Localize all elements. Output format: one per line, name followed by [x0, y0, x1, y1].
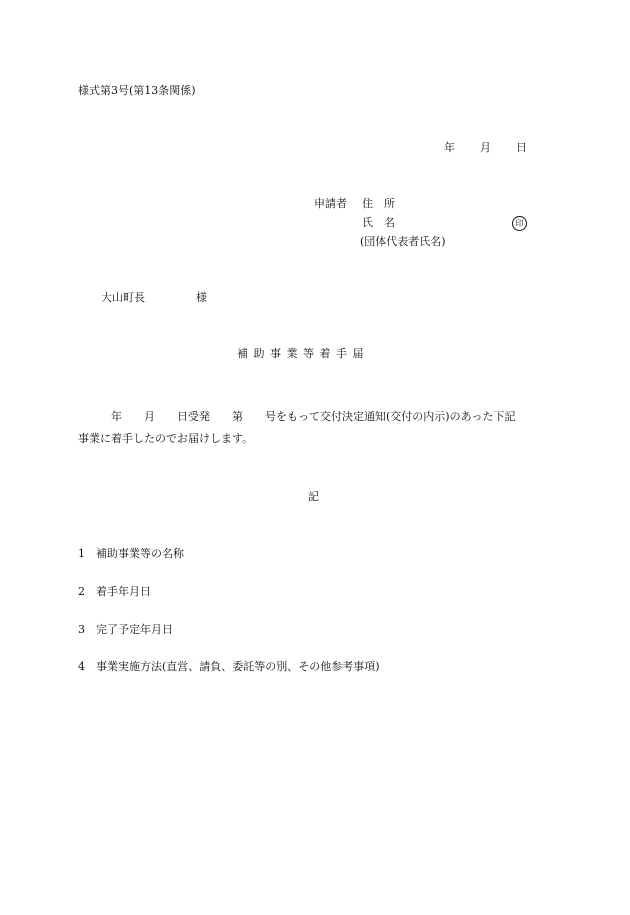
document-title: 補 助 事 業 等 着 手 届 [237, 347, 365, 360]
item-4-text: 事業実施方法(直営、請負、委託等の別、その他参考事項) [96, 660, 380, 673]
body-line-1: 年 月 日受発 第 号をもって交付決定通知(交付の内示)のあった下記 [78, 410, 516, 423]
item-1-text: 補助事業等の名称 [96, 547, 184, 560]
address-label: 住 所 [362, 197, 395, 210]
item-3-text: 完了予定年月日 [96, 623, 173, 636]
date-month-label: 月 [480, 141, 491, 154]
form-number: 様式第3号(第13条関係) [78, 84, 196, 97]
item-2-number: 2 [78, 585, 85, 598]
body-line-2: 事業に着手したのでお届けします。 [78, 432, 254, 445]
item-1-number: 1 [78, 547, 85, 560]
seal-icon: 印 [512, 216, 527, 231]
addressee-honorific: 様 [196, 291, 207, 304]
item-4-number: 4 [78, 660, 85, 673]
date-day-label: 日 [516, 141, 527, 154]
addressee-name: 大山町長 [101, 291, 145, 304]
body-text [78, 406, 552, 450]
item-3-number: 3 [78, 623, 85, 636]
applicant-label: 申請者 [314, 197, 347, 210]
name-label: 氏 名 [362, 216, 395, 229]
group-note: (団体代表者氏名) [360, 235, 446, 248]
item-2-text: 着手年月日 [96, 585, 151, 598]
date-year-label: 年 [444, 141, 455, 154]
ki-heading: 記 [308, 490, 319, 503]
